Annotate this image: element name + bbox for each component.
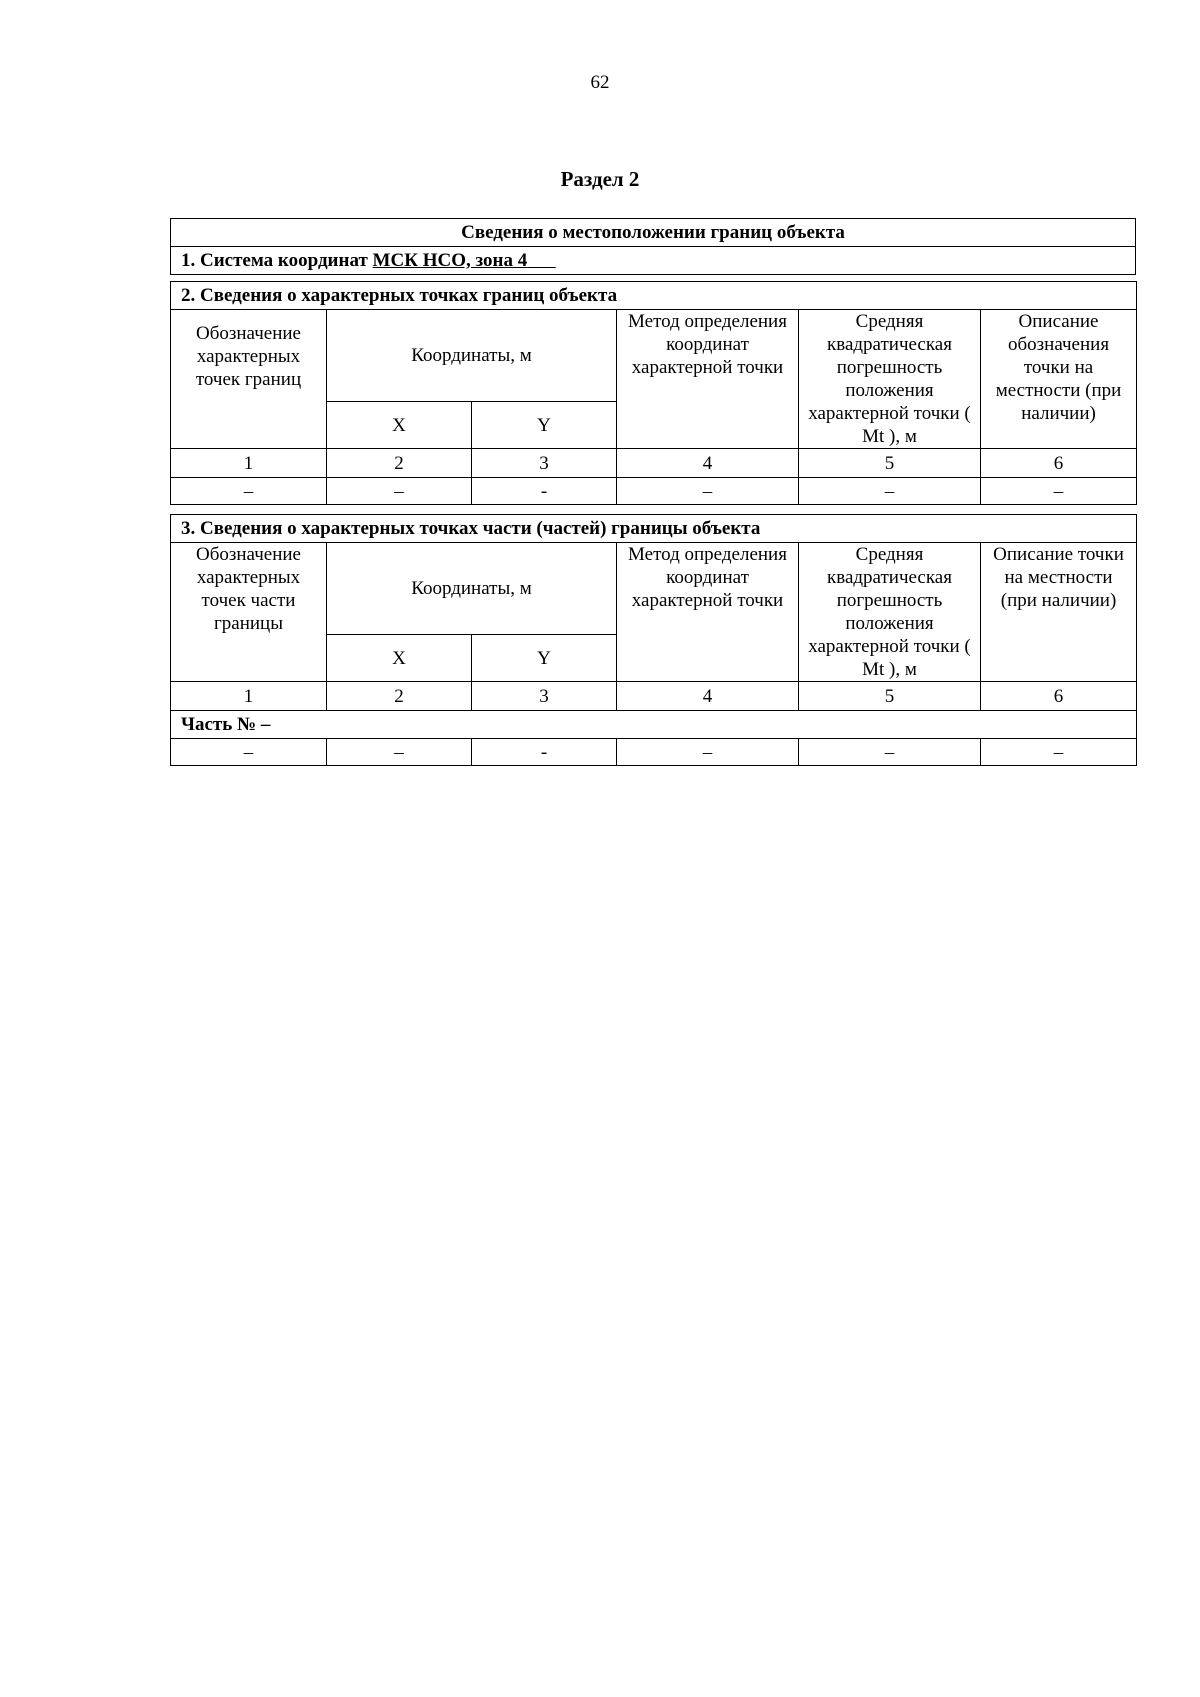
- table-cell: –: [617, 478, 799, 505]
- column-number: 4: [617, 449, 799, 478]
- header-description: Описание обозначения точки на местности (при наличии): [981, 310, 1137, 449]
- column-number: 1: [171, 449, 327, 478]
- table-row: [171, 739, 1137, 766]
- column-number: 6: [981, 449, 1137, 478]
- boundary-points-table: [170, 281, 1137, 505]
- column-number: 5: [799, 682, 981, 711]
- table-cell: –: [171, 739, 327, 766]
- table-cell: -: [472, 739, 617, 766]
- header-error: Средняя квадратическая погрешность положения характерной точки ( Mt ), м: [799, 310, 981, 449]
- header-point-designation: Обозначение характерных точек части границы: [171, 543, 327, 682]
- table-row: [171, 478, 1137, 505]
- boundary-points-title: 2. Сведения о характерных точках границ объекта: [171, 282, 1137, 310]
- column-numbers-row: [171, 449, 1137, 478]
- coord-system-row: [171, 247, 1136, 275]
- coord-system-value: МСК НСО, зона 4: [372, 250, 528, 271]
- column-numbers-row: [171, 682, 1137, 711]
- header-description: Описание точки на местности (при наличии): [981, 543, 1137, 682]
- column-number: 3: [472, 449, 617, 478]
- section-title: Раздел 2: [560, 167, 640, 191]
- header-method: Метод определения координат характерной точки: [617, 543, 799, 682]
- table-cell: –: [799, 739, 981, 766]
- column-number: 1: [171, 682, 327, 711]
- header-method: Метод определения координат характерной точки: [617, 310, 799, 449]
- location-table: [170, 218, 1136, 275]
- location-title: Сведения о местоположении границ объекта: [171, 219, 1136, 247]
- table-cell: –: [171, 478, 327, 505]
- part-number-label: Часть № –: [171, 711, 1137, 739]
- column-number: 4: [617, 682, 799, 711]
- coord-system-label: 1. Система координат: [181, 250, 373, 271]
- header-x: X: [327, 402, 472, 449]
- table-cell: –: [327, 478, 472, 505]
- part-points-block: [170, 514, 1136, 766]
- table-cell: –: [327, 739, 472, 766]
- header-y: Y: [472, 402, 617, 449]
- part-points-table: [170, 514, 1137, 766]
- table-cell: –: [981, 478, 1137, 505]
- column-number: 2: [327, 449, 472, 478]
- header-point-designation: Обозначение характерных точек границ: [171, 310, 327, 449]
- page-number: 62: [590, 72, 610, 93]
- table-cell: –: [617, 739, 799, 766]
- boundary-points-block: [170, 281, 1136, 505]
- header-error: Средняя квадратическая погрешность положения характерной точки ( Mt ), м: [799, 543, 981, 682]
- part-points-title: 3. Сведения о характерных точках части (частей) границы объекта: [171, 515, 1137, 543]
- table-cell: –: [981, 739, 1137, 766]
- table-cell: -: [472, 478, 617, 505]
- header-y: Y: [472, 635, 617, 682]
- header-x: X: [327, 635, 472, 682]
- table-cell: –: [799, 478, 981, 505]
- header-coordinates: Координаты, м: [327, 310, 617, 402]
- column-number: 2: [327, 682, 472, 711]
- location-block: [170, 218, 1136, 275]
- header-coordinates: Координаты, м: [327, 543, 617, 635]
- column-number: 5: [799, 449, 981, 478]
- column-number: 3: [472, 682, 617, 711]
- column-number: 6: [981, 682, 1137, 711]
